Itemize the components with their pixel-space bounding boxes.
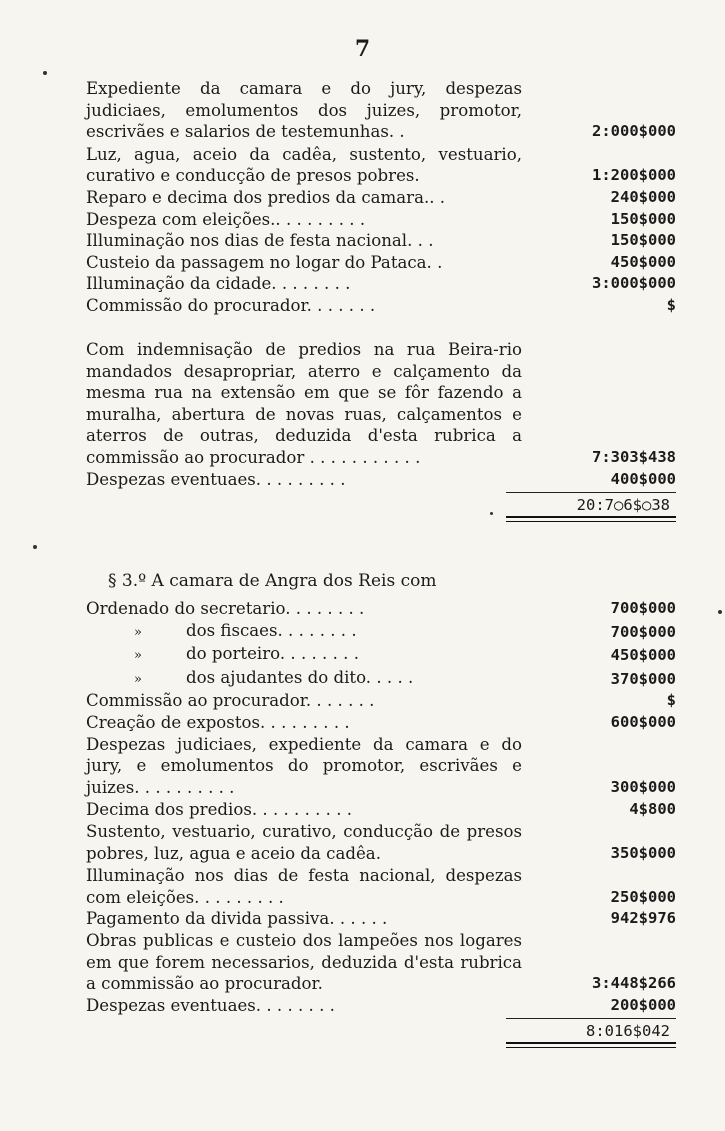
expense-list-1 xyxy=(86,78,676,522)
expense-amount: 350$000 xyxy=(610,843,676,862)
expense-row xyxy=(86,799,676,821)
expense-row xyxy=(86,317,676,469)
expense-label: Pagamento da divida passiva. . . . . . xyxy=(86,909,388,929)
expense-amount: 1:200$000 xyxy=(592,166,676,185)
expense-amount: 150$000 xyxy=(610,231,676,250)
expense-amount: 450$000 xyxy=(610,252,676,271)
section-total: 20:7○6$○38 xyxy=(576,496,670,515)
expense-label-text: dos ajudantes do dito. . . . . xyxy=(186,667,414,687)
sum-rule xyxy=(506,492,676,493)
expense-row xyxy=(86,209,676,231)
expense-label: Illuminação nos dias de festa nacional. . . xyxy=(86,231,434,251)
expense-row xyxy=(86,187,676,209)
expense-amount: 250$000 xyxy=(610,887,676,906)
expense-amount: 600$000 xyxy=(610,712,676,731)
expense-row xyxy=(86,734,676,799)
expense-amount: 2:000$000 xyxy=(592,122,676,141)
expense-row xyxy=(86,273,676,295)
expense-row xyxy=(86,995,676,1017)
expense-row xyxy=(86,143,676,187)
expense-label: Despezas eventuaes. . . . . . . . xyxy=(86,995,335,1015)
print-speck xyxy=(43,71,47,75)
expense-row xyxy=(86,690,676,712)
expense-label xyxy=(86,667,522,691)
expense-amount: 240$000 xyxy=(610,188,676,206)
expense-row xyxy=(86,667,676,691)
expense-row xyxy=(86,295,676,317)
expense-label: Decima dos predios. . . . . . . . . . xyxy=(86,799,353,819)
expense-row xyxy=(86,643,676,667)
expense-amount: 3:448$266 xyxy=(592,974,676,993)
expense-label: Illuminação nos dias de festa nacional, despezas com eleições. . . . . . . . . xyxy=(86,865,522,907)
print-speck xyxy=(33,545,37,549)
expense-label: Custeio da passagem no logar do Pataca. . xyxy=(86,252,443,272)
expense-label: Sustento, vestuario, curativo, conducção de presos pobres, luz, agua e aceio da cadêa. xyxy=(86,821,522,863)
expense-label xyxy=(86,643,522,667)
expense-label: Commissão ao procurador. . . . . . . xyxy=(86,691,375,711)
total-double-rule xyxy=(506,516,676,522)
expense-amount: 400$000 xyxy=(610,469,676,488)
section-total: 8:016$042 xyxy=(586,1022,670,1041)
expense-amount: 7:303$438 xyxy=(592,447,676,466)
print-speck xyxy=(718,610,722,614)
expense-label: Creação de expostos. . . . . . . . . xyxy=(86,712,350,732)
expense-row xyxy=(86,864,676,908)
sum-rule xyxy=(506,1018,676,1019)
total-double-rule xyxy=(506,1042,676,1048)
expense-label: Com indemnisação de predios na rua Beira-rio mandados desapropriar, aterro e calçamento da mesma rua na extensão em que se fôr fazendo a muralha, abertura de novas ruas, calçamentos e aterros de outras, deduzida d'esta rubrica a commissão ao procurador . . . . . . . . . . . xyxy=(86,340,522,467)
expense-label: Ordenado do secretario. . . . . . . . xyxy=(86,599,365,618)
expense-label xyxy=(86,620,522,644)
expense-row xyxy=(86,598,676,620)
expense-row xyxy=(86,469,676,491)
print-speck xyxy=(490,512,493,515)
expense-amount: 3:000$000 xyxy=(592,274,676,293)
ditto-mark: » xyxy=(134,624,142,640)
expense-row xyxy=(86,712,676,734)
expense-amount: 370$000 xyxy=(610,669,676,688)
expense-amount: 200$000 xyxy=(610,995,676,1014)
expense-label: Illuminação da cidade. . . . . . . . xyxy=(86,274,351,294)
expense-row xyxy=(86,230,676,252)
expense-amount: 700$000 xyxy=(610,599,676,617)
ditto-mark: » xyxy=(134,671,142,687)
page-number: 7 xyxy=(354,36,371,62)
expense-label: Commissão do procurador. . . . . . . xyxy=(86,295,376,315)
expense-amount: 942$976 xyxy=(610,909,676,928)
expense-amount: 150$000 xyxy=(610,209,676,228)
section-heading: § 3.º A camara de Angra dos Reis com xyxy=(108,571,437,591)
expense-label-text: dos fiscaes. . . . . . . . xyxy=(186,620,357,640)
expense-label: Despezas judiciaes, expediente da camara e do jury, e emolumentos do promotor, escrivães e juizes. . . . . . . . . . xyxy=(86,734,522,797)
expense-amount: 4$800 xyxy=(629,799,676,818)
expense-label: Luz, agua, aceio da cadêa, sustento, vestuario, curativo e conducção de presos pobres. xyxy=(86,144,522,186)
expense-label: Despeza com eleições.. . . . . . . . . xyxy=(86,209,366,229)
expense-amount: 700$000 xyxy=(610,622,676,641)
expense-row xyxy=(86,930,676,995)
expense-label: Despezas eventuaes. . . . . . . . . xyxy=(86,469,346,489)
expense-label-text: do porteiro. . . . . . . . xyxy=(186,644,359,664)
expense-row xyxy=(86,620,676,644)
expense-row xyxy=(86,820,676,864)
expense-row xyxy=(86,78,676,143)
ditto-mark: » xyxy=(134,648,142,664)
expense-label: Expediente da camara e do jury, despezas judiciaes, emolumentos dos juizes, promotor, escrivães e salarios de testemunhas. . xyxy=(86,79,522,142)
expense-amount: $ xyxy=(666,691,676,710)
expense-row xyxy=(86,252,676,274)
expense-amount: 450$000 xyxy=(610,646,676,665)
expense-amount: $ xyxy=(666,295,676,314)
expense-label: Reparo e decima dos predios da camara.. . xyxy=(86,188,446,207)
expense-label: Obras publicas e custeio dos lampeões nos logares em que forem necessarios, deduzida d'esta rubrica a commissão ao procurador. xyxy=(86,930,522,994)
expense-list-2 xyxy=(86,598,676,1048)
expense-row xyxy=(86,908,676,930)
expense-amount: 300$000 xyxy=(610,777,676,796)
